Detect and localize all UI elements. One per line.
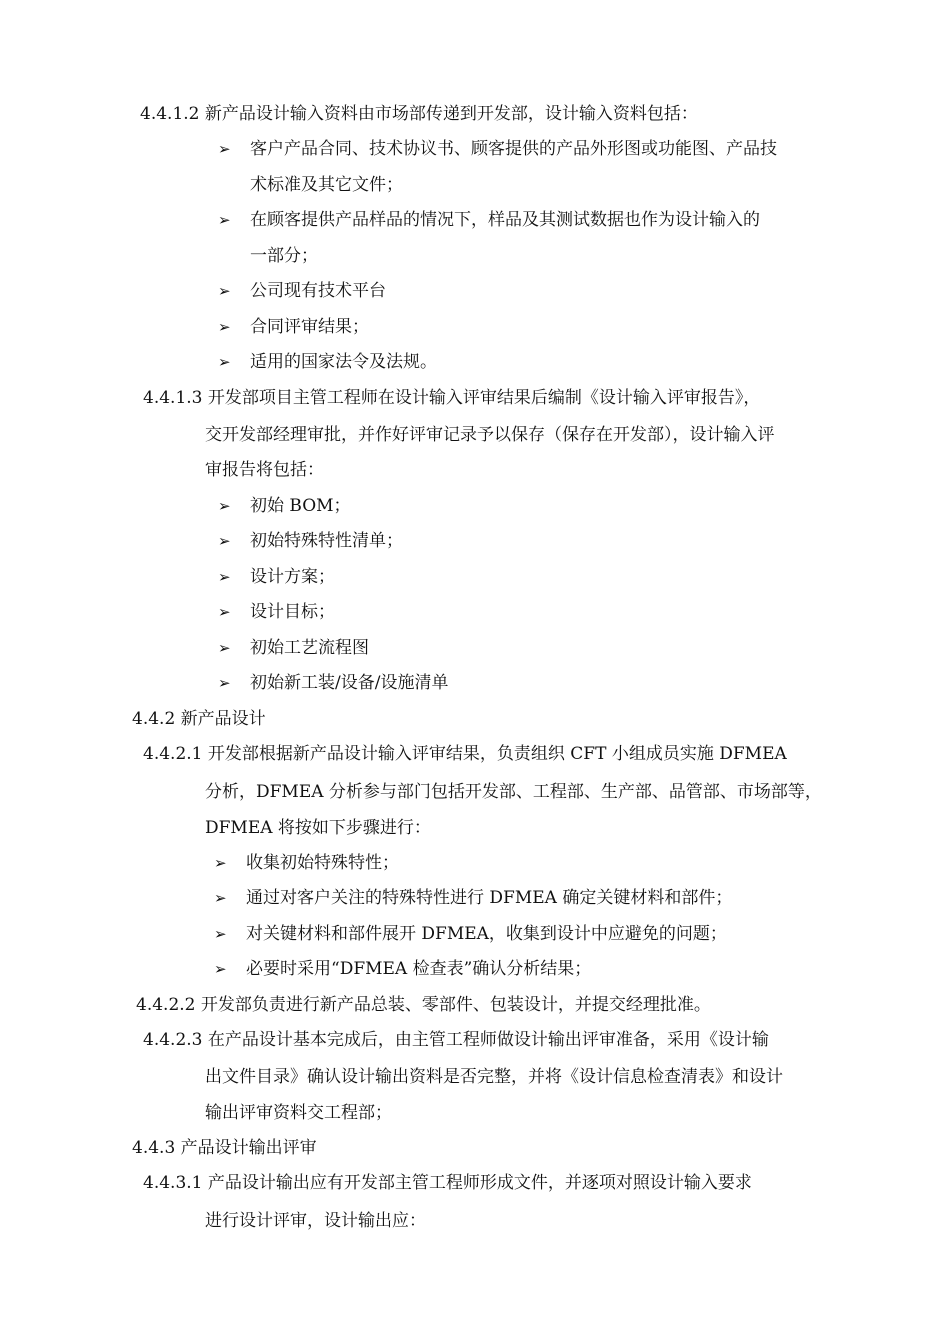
list-item: 公司现有技术平台	[250, 281, 386, 301]
para-4-4-1-3-line: 交开发部经理审批，并作好评审记录予以保存（保存在开发部），设计输入评	[205, 425, 775, 445]
para-4-4-2-1-line: 4.4.2.1 开发部根据新产品设计输入评审结果，负责组织 CFT 小组成员实施 DFMEA	[143, 744, 787, 764]
list-item: 合同评审结果；	[250, 317, 369, 337]
para-4-4-1-2-heading: 4.4.1.2 新产品设计输入资料由市场部传递到开发部，设计输入资料包括：	[140, 104, 698, 124]
bullet-arrow-icon: ➢	[218, 140, 231, 158]
list-item: 必要时采用“DFMEA 检查表”确认分析结果；	[246, 959, 592, 979]
bullet-arrow-icon: ➢	[218, 211, 231, 229]
para-4-4-2-3-line: 4.4.2.3 在产品设计基本完成后，由主管工程师做设计输出评审准备，采用《设计输	[143, 1030, 769, 1050]
bullet-arrow-icon: ➢	[218, 318, 231, 336]
bullet-arrow-icon: ➢	[214, 854, 227, 872]
para-4-4-1-3-line: 4.4.1.3 开发部项目主管工程师在设计输入评审结果后编制《设计输入评审报告》，	[143, 388, 761, 408]
para-4-4-1-3-line: 审报告将包括：	[205, 460, 324, 480]
list-item: 通过对客户关注的特殊特性进行 DFMEA 确定关键材料和部件；	[246, 888, 733, 908]
para-4-4-3-1-line: 4.4.3.1 产品设计输出应有开发部主管工程师形成文件，并逐项对照设计输入要求	[143, 1173, 752, 1193]
para-4-4-2-2: 4.4.2.2 开发部负责进行新产品总装、零部件、包装设计，并提交经理批准。	[136, 995, 711, 1015]
list-item: 初始特殊特性清单；	[250, 531, 403, 551]
bullet-arrow-icon: ➢	[218, 603, 231, 621]
bullet-arrow-icon: ➢	[214, 889, 227, 907]
bullet-arrow-icon: ➢	[218, 674, 231, 692]
bullet-arrow-icon: ➢	[218, 282, 231, 300]
para-4-4-2-3-line: 输出评审资料交工程部；	[205, 1103, 392, 1123]
bullet-arrow-icon: ➢	[218, 532, 231, 550]
list-item: 初始新工装/设备/设施清单	[250, 673, 449, 693]
list-item: 适用的国家法令及法规。	[250, 352, 437, 372]
section-heading-4-4-3: 4.4.3 产品设计输出评审	[132, 1138, 317, 1158]
bullet-arrow-icon: ➢	[218, 497, 231, 515]
list-item-continuation: 术标准及其它文件；	[250, 175, 403, 195]
list-item-continuation: 一部分；	[250, 246, 318, 266]
list-item: 设计方案；	[250, 567, 335, 587]
para-4-4-2-3-line: 出文件目录》确认设计输出资料是否完整，并将《设计信息检查清表》和设计	[205, 1067, 783, 1087]
para-4-4-3-1-line: 进行设计评审，设计输出应：	[205, 1211, 426, 1231]
list-item: 初始工艺流程图	[250, 638, 369, 658]
list-item: 设计目标；	[250, 602, 335, 622]
list-item: 客户产品合同、技术协议书、顾客提供的产品外形图或功能图、产品技	[250, 139, 777, 159]
list-item: 在顾客提供产品样品的情况下，样品及其测试数据也作为设计输入的	[250, 210, 760, 230]
list-item: 初始 BOM；	[250, 496, 351, 516]
list-item: 收集初始特殊特性；	[246, 853, 399, 873]
bullet-arrow-icon: ➢	[214, 925, 227, 943]
bullet-arrow-icon: ➢	[218, 639, 231, 657]
bullet-arrow-icon: ➢	[218, 353, 231, 371]
para-4-4-2-1-line: 分析，DFMEA 分析参与部门包括开发部、工程部、生产部、品管部、市场部等，	[205, 782, 822, 802]
bullet-arrow-icon: ➢	[218, 568, 231, 586]
list-item: 对关键材料和部件展开 DFMEA，收集到设计中应避免的问题；	[246, 924, 727, 944]
section-heading-4-4-2: 4.4.2 新产品设计	[132, 709, 266, 729]
para-4-4-2-1-line: DFMEA 将按如下步骤进行：	[205, 818, 431, 838]
bullet-arrow-icon: ➢	[214, 960, 227, 978]
